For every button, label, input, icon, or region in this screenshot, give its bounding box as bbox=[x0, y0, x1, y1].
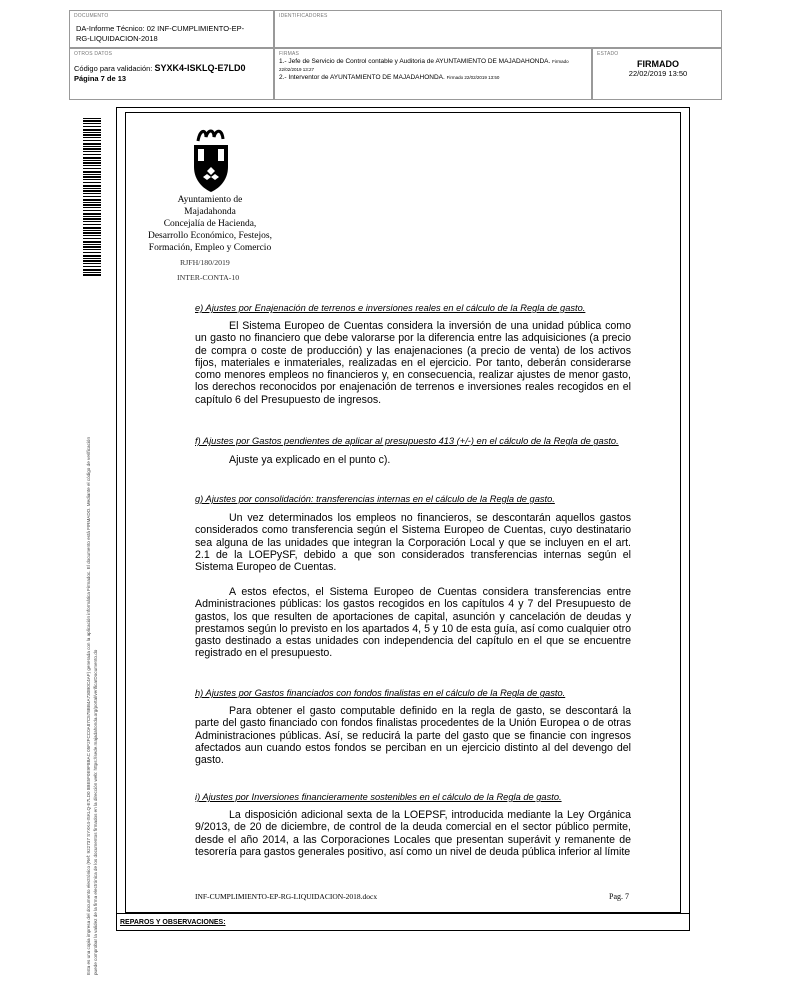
section-title-f: f) Ajustes por Gastos pendientes de aplicar al presupuesto 413 (+/-) en el cálculo de la Regla de gasto. bbox=[195, 436, 619, 446]
section-paragraph: A estos efectos, el Sistema Europeo de Cuentas considera transferencias entre Administraciones públicas: los gastos recogidos en los capítulos 4 y 7 del Presupuesto de gastos, los que resulten de aportaciones de capital, asunción y cancelación de deudas y prestamos según lo previsto en los apartados 4, 5 y 10 de esta guía, así como cualquier otro gasto destinado a estas unidades con independencia del capítulo en el que se encuentre registrado en el presupuesto. bbox=[195, 586, 631, 660]
signature-2-date: Firmado 22/02/2019 13:50 bbox=[446, 75, 500, 80]
side-validation-text-2: puede comprobar la validez de la firma electrónica de los documentos firmados en la dirección web: https://sede.majadahonda.org/portal/verificarDocumento.do bbox=[93, 649, 98, 975]
document-label: DOCUMENTO bbox=[74, 13, 109, 19]
letterhead bbox=[145, 194, 275, 254]
section-title-h: h) Ajustes por Gastos financiados con fondos finalistas en el cálculo de la Regla de gasto. bbox=[195, 688, 566, 698]
status-date: 22/02/2019 13:50 bbox=[628, 69, 688, 78]
identifiers-label: IDENTIFICADORES bbox=[279, 13, 328, 19]
validation-code: SYXK4-ISKLQ-E7LD0 bbox=[154, 63, 246, 73]
section-paragraph: El Sistema Europeo de Cuentas considera la inversión de una unidad pública como un gasto no financiero que debe valorarse por la diferencia entre las adquisiciones (a precio de compra o coste de producción) y las enajenaciones (a precio de venta) de los activos fijos, materiales e inmateriales, realizadas en el ejercicio. Por tanto, deberán considerarse como menores empleos no financieros y, en consecuencia, realizar ajustes de menor gasto, los derechos reconocidos por enajenación de terrenos e inversiones reales recogidos en el capítulo 6 del Presupuesto de ingresos. bbox=[195, 320, 631, 406]
section-paragraph: Para obtener el gasto computable definido en la regla de gasto, se descontará la parte del gasto financiado con fondos finalistas procedentes de la Unión Europea o de otras Administraciones públicas. Así, se reducirá la parte del gasto que se financie con ingresos afectados aun cuando estos fondos se perciban en un ejercicio distinto al del devengo del gasto. bbox=[195, 705, 631, 767]
status-badge: FIRMADO bbox=[637, 59, 679, 69]
other-data-label: OTROS DATOS bbox=[74, 51, 113, 57]
document-title: DA-Informe Técnico: 02 INF-CUMPLIMIENTO-EP-RG-LIQUIDACION-2018 bbox=[76, 24, 245, 43]
letterhead-line: Formación, Empleo y Comercio bbox=[148, 243, 272, 253]
section-title-g: g) Ajustes por consolidación: transferencias internas en el cálculo de la Regla de gasto. bbox=[195, 494, 555, 504]
reference-2: INTER-CONTA-10 bbox=[177, 273, 240, 282]
reference-1: RJFH/180/2019 bbox=[180, 258, 230, 267]
footer-filename: INF-CUMPLIMIENTO-EP-RG-LIQUIDACION-2018.docx bbox=[195, 892, 378, 901]
letterhead-line: Ayuntamiento de bbox=[177, 195, 243, 205]
header-document-box bbox=[69, 10, 274, 48]
section-title-e: e) Ajustes por Enajenación de terrenos e inversiones reales en el cálculo de la Regla de gasto. bbox=[195, 303, 586, 313]
section-paragraph: Ajuste ya explicado en el punto c). bbox=[229, 454, 391, 466]
signature-2: 2.- Interventor de AYUNTAMIENTO DE MAJADAHONDA. Firmado 22/02/2019 13:50 bbox=[279, 74, 500, 81]
status-label: ESTADO bbox=[597, 51, 619, 57]
letterhead-line: Desarrollo Económico, Festejos, bbox=[147, 231, 272, 241]
section-paragraph: Un vez determinados los empleos no financieros, se descontarán aquellos gastos considerados como transferencia según el Sistema Europeo de Cuentas, cuyo destinatario sea alguna de las unidades que integran la Corporación Local y que se incluyen en el art. 2.1 de la LOEPySF, debido a que son considerados transferencias internas según el Sistema Europeo de Cuentas. bbox=[195, 512, 631, 574]
letterhead-line: Concejalía de Hacienda, bbox=[163, 219, 257, 229]
signature-1: 1.- Jefe de Servicio de Control contable y Auditoria de AYUNTAMIENTO DE MAJADAHONDA. Firmado 22/02/2019 13:27 bbox=[279, 58, 569, 72]
page-info: Página 7 de 13 bbox=[74, 74, 127, 83]
validation-prefix: Código para validación: bbox=[74, 64, 153, 73]
validation-line bbox=[74, 63, 274, 74]
letterhead-line: Majadahonda bbox=[184, 207, 236, 217]
coat-of-arms-logo bbox=[190, 127, 232, 193]
reparos-bar bbox=[116, 913, 690, 931]
footer-page-number: Pag. 7 bbox=[609, 892, 629, 901]
header-signatures-box bbox=[274, 48, 592, 100]
reparos-label: REPAROS Y OBSERVACIONES: bbox=[120, 919, 226, 926]
section-title-i: i) Ajustes por Inversiones financieramente sostenibles en el cálculo de la Regla de gasto. bbox=[195, 792, 562, 802]
signatures-label: FIRMAS bbox=[279, 51, 300, 57]
side-validation-text-1: Esta es una copia impresa del documento electrónico (Ref: 922737 SYXK4-ISKLQ-E7LD0 8BE5F0E9F8BAC 05F2FCC0A87C578BB4A730B0C4AF) generada con la aplicación informática Firmadoc. El documento está FIRMADO. Mediante el código de verificación bbox=[86, 436, 91, 975]
section-paragraph: La disposición adicional sexta de la LOEPSF, introducida mediante la Ley Orgánica 9/2013, de 20 de diciembre, de control de la deuda comercial en el sector público permite, desde el año 2014, a las Corporaciones Locales que presentan superávit y remanente de tesorería para gastos generales positivo, así como un nivel de deuda pública inferior al límite bbox=[195, 809, 631, 858]
header-status-box bbox=[592, 48, 722, 100]
header-other-data-box bbox=[69, 48, 274, 100]
barcode bbox=[83, 118, 101, 276]
header-identifiers-box bbox=[274, 10, 722, 48]
signature-1-date: Firmado 22/02/2019 13:27 bbox=[279, 59, 569, 72]
